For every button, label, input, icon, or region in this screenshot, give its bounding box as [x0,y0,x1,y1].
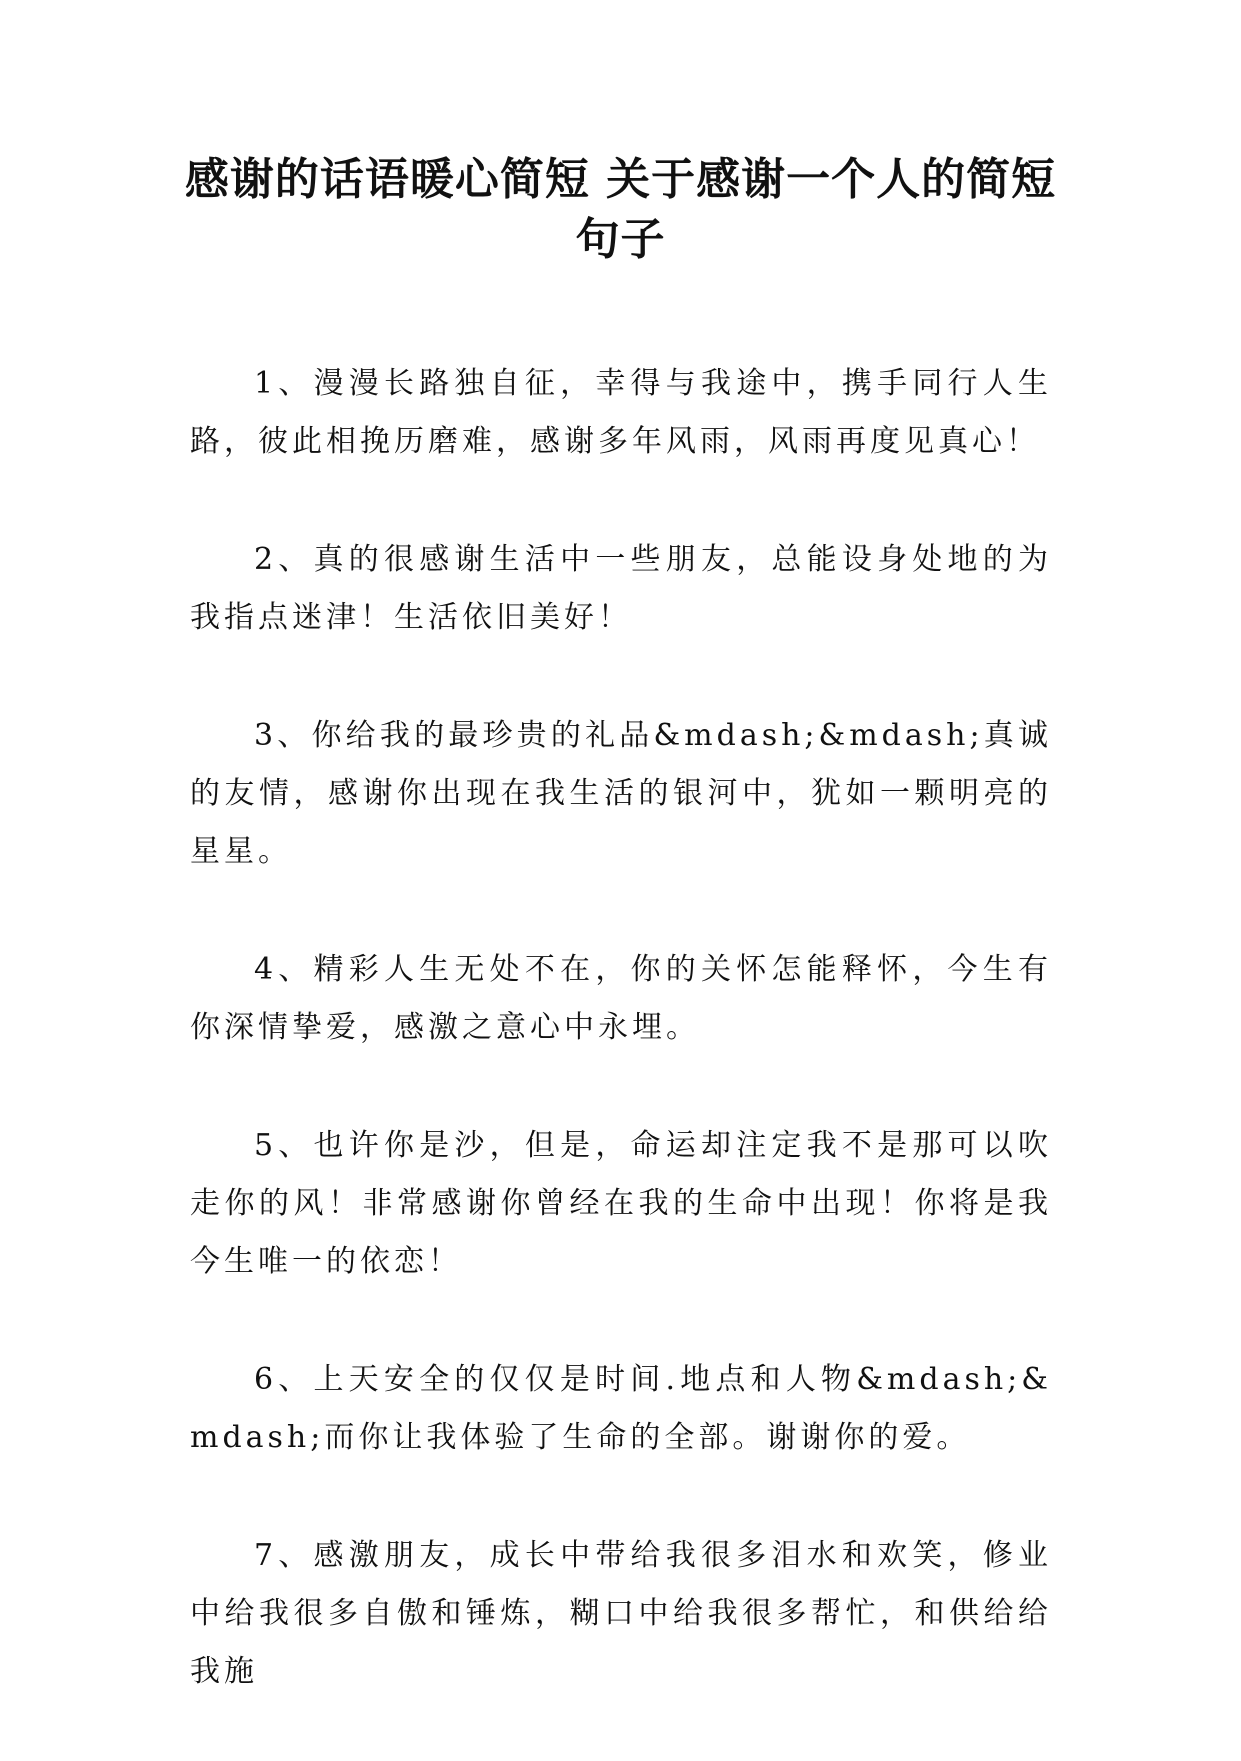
paragraph-4: 4、精彩人生无处不在，你的关怀怎能释怀，今生有你深情挚爱，感激之意心中永埋。 [190,952,1052,1045]
paragraph-5: 5、也许你是沙，但是，命运却注定我不是那可以吹走你的风！非常感谢你曾经在我的生命中出现！你将是我今生唯一的依恋！ [190,1128,1052,1279]
paragraph-1: 1、漫漫长路独自征，幸得与我途中，携手同行人生路，彼此相挽历磨难，感谢多年风雨，风雨再度见真心！ [190,366,1052,459]
document-title: 感谢的话语暖心简短 关于感谢一个人的简短句子 [184,154,1057,265]
paragraph-3: 3、你给我的最珍贵的礼品&mdash;&mdash;真诚的友情，感谢你出现在我生活的银河中，犹如一颗明亮的星星。 [190,718,1052,869]
paragraph-2: 2、真的很感谢生活中一些朋友，总能设身处地的为我指点迷津！生活依旧美好！ [190,542,1052,635]
paragraph-6: 6、上天安全的仅仅是时间.地点和人物&mdash;&mdash;而你让我体验了生命的全部。谢谢你的爱。 [190,1362,1052,1455]
paragraph-7: 7、感激朋友，成长中带给我很多泪水和欢笑，修业中给我很多自傲和锤炼，糊口中给我很多帮忙，和供给给我施 [190,1538,1052,1689]
document-body [190,355,1052,1761]
